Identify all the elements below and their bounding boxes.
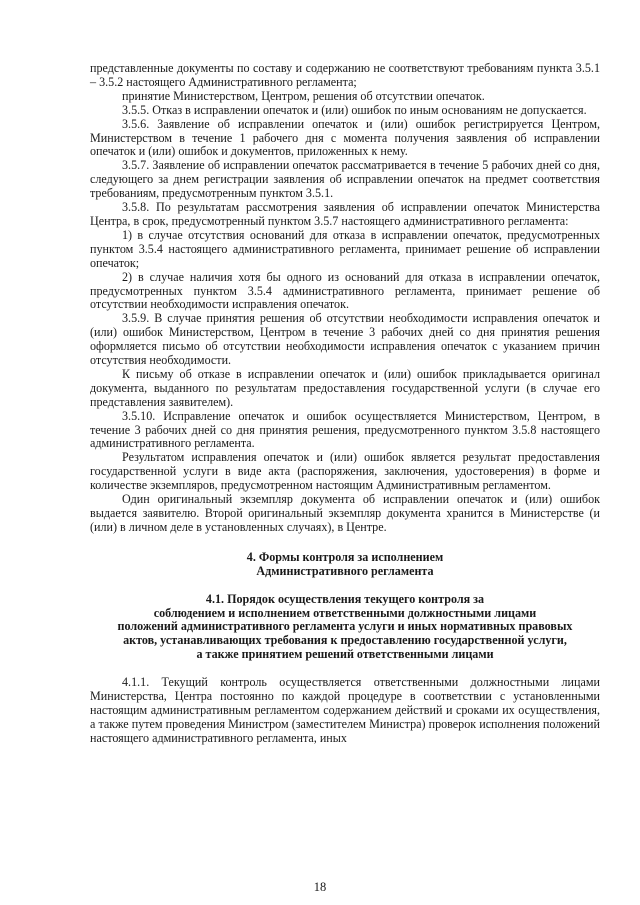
subsection-heading-line: соблюдением и исполнением ответственными должностными лицами	[153, 605, 537, 620]
section-heading-line: 4. Формы контроля за исполнением	[246, 549, 444, 564]
paragraph-3-5-7: 3.5.7. Заявление об исправлении опечаток рассматривается в течение 5 рабочих дней со дня, следующего за днем регистрации заявления об исправлении опечаток на предмет соответствия требованиям, предусмотренным пунктом 3.5.1.	[90, 158, 600, 201]
subsection-heading	[90, 593, 600, 663]
paragraph-3-5-10: 3.5.10. Исправление опечаток и ошибок осуществляется Министерством, Центром, в течение 3 рабочих дней со дня принятия решения, предусмотренного пунктом 3.5.8 настоящего административного регламента.	[90, 408, 600, 451]
subsection-heading-line: 4.1. Порядок осуществления текущего контроля за	[205, 591, 485, 606]
page-number: 18	[313, 880, 327, 894]
paragraph-4-1-1: 4.1.1. Текущий контроль осуществляется ответственными должностными лицами Министерства, Центра постоянно по каждой процедуре в соответствии с установленными настоящим административным регламентом содержанием действий и сроками их осуществления, а также путем проведения Министром (заместителем Министра) проверок исполнения положений настоящего административного регламента, иных	[90, 675, 600, 745]
paragraph-correction-result: Результатом исправления опечаток и (или) ошибок является результат предоставления государственной услуги в виде акта (распоряжения, заключения, удостоверения) в форме и количестве экземпляров, предусмотренном настоящим Административным регламентом.	[90, 450, 600, 493]
list-item-1: 1) в случае отсутствия оснований для отказа в исправлении опечаток, предусмотренных пунктом 3.5.4 настоящего административного регламента, принимает решение об исправлении опечаток;	[90, 227, 600, 270]
paragraph-3-5-8: 3.5.8. По результатам рассмотрения заявления об исправлении опечаток Министерства Центра, в срок, предусмотренный пунктом 3.5.7 настоящего административного регламента:	[90, 200, 600, 228]
paragraph-refusal-letter: К письму об отказе в исправлении опечаток и (или) ошибок прикладывается оригинал документа, выданного по результатам предоставления государственной услуги (в случае его представления заявителем).	[90, 366, 600, 409]
paragraph: принятие Министерством, Центром, решения об отсутствии опечаток.	[122, 88, 485, 103]
subsection-heading-line: актов, устанавливающих требования к предоставлению государственной услуги,	[123, 633, 567, 648]
document-page	[90, 62, 600, 746]
section-heading	[90, 551, 600, 579]
subsection-heading-line: а также принятием решений ответственными лицами	[196, 647, 494, 662]
paragraph-3-5-6: 3.5.6. Заявление об исправлении опечаток и (или) ошибок регистрируется Центром, Министерством в течение 1 рабочего дня с момента получения заявления об исправлении опечаток и (или) ошибок и документов, приложенных к нему.	[90, 116, 600, 159]
list-item-2: 2) в случае наличия хотя бы одного из оснований для отказа в исправлении опечаток, предусмотренных пунктом 3.5.4 административного регламента, принимает решение об отсутствии необходимости исправления опечаток.	[90, 269, 600, 312]
section-heading-line: Административного регламента	[256, 563, 434, 578]
paragraph-3-5-5: 3.5.5. Отказ в исправлении опечаток и (или) ошибок по иным основаниям не допускается.	[122, 102, 587, 117]
paragraph-original-copy: Один оригинальный экземпляр документа об исправлении опечаток и (или) ошибок выдается заявителю. Второй оригинальный экземпляр документа хранится в Министерстве (и (или) в личном деле в установленных случаях), в Центре.	[90, 492, 600, 534]
paragraph-3-5-9: 3.5.9. В случае принятия решения об отсутствии необходимости исправления опечаток и (или) ошибок Министерством, Центром в течение 3 рабочих дней со дня принятия решения оформляется письмо об отсутствии необходимости исправления опечаток с указанием причин отсутствия необходимости.	[90, 311, 600, 368]
subsection-heading-line: положений административного регламента услуги и иных нормативных правовых	[117, 619, 573, 634]
paragraph-continuation: представленные документы по составу и содержанию не соответствуют требованиям пункта 3.5.1 – 3.5.2 настоящего Административного регламента;	[90, 61, 600, 89]
